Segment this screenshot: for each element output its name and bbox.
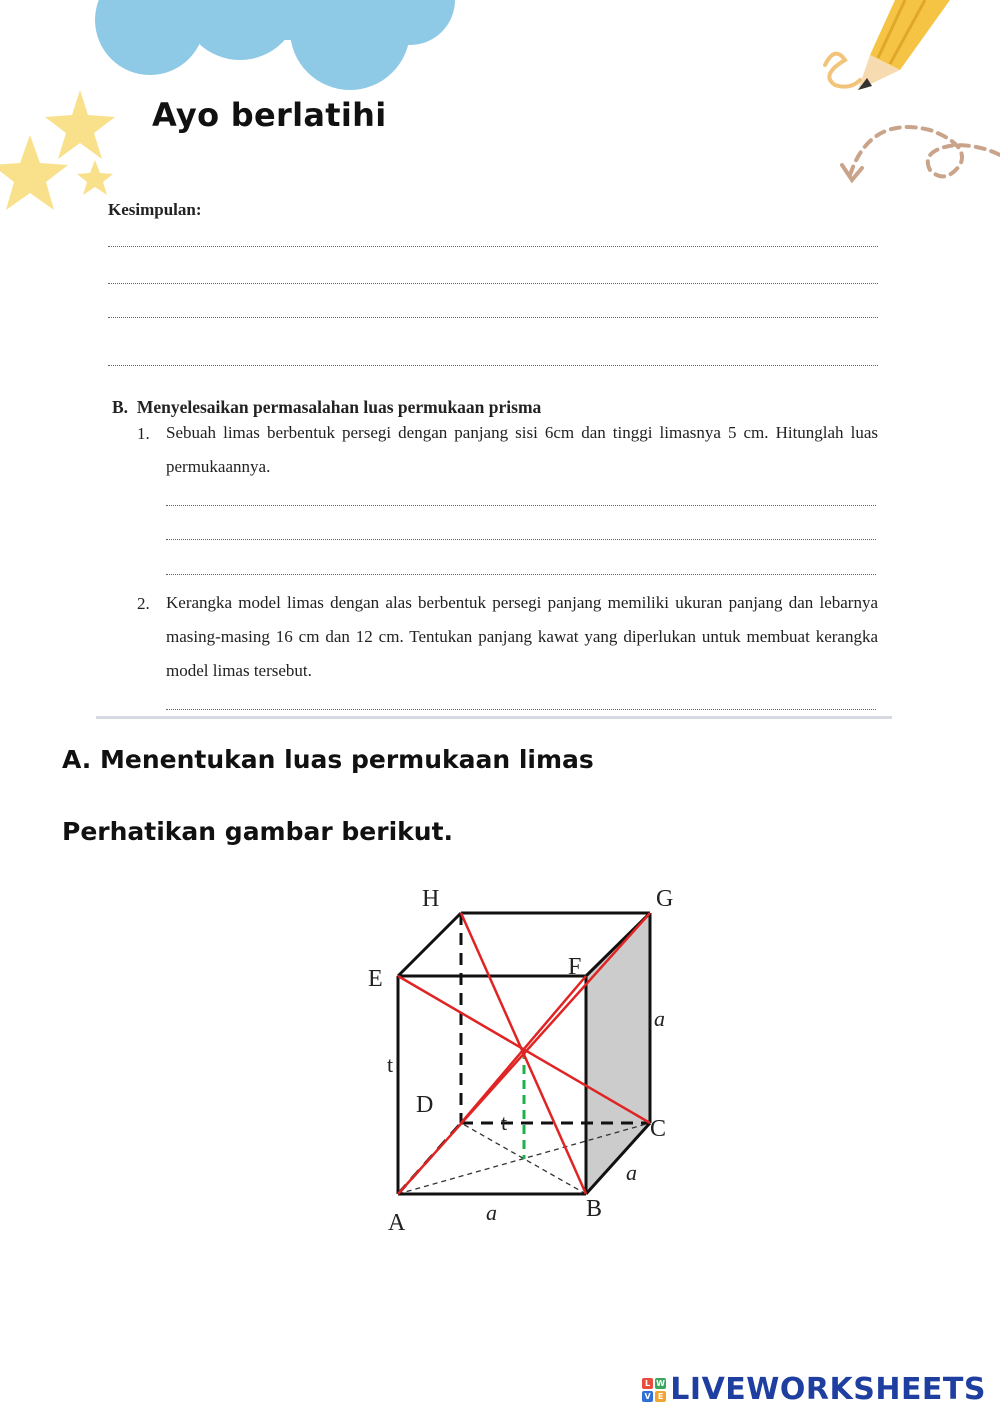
pyramid-height-label-t: t — [501, 1110, 508, 1135]
brand-icon-letter: V — [642, 1391, 653, 1402]
side-label-a-vertical: a — [654, 1006, 665, 1031]
height-label-t: t — [387, 1052, 394, 1077]
side-label-a-base-right: a — [626, 1160, 637, 1185]
edge-eh — [398, 913, 461, 976]
vertex-label-h: H — [422, 886, 440, 912]
item-1-number: 1. — [137, 424, 150, 443]
brand-logo[interactable] — [642, 1372, 986, 1407]
brand-icon-letter: E — [655, 1391, 666, 1402]
kesimpulan-label: Kesimpulan: — [108, 200, 202, 219]
item-2-text: Kerangka model limas dengan alas berbentuk persegi panjang memiliki ukuran panjang dan lebarnya masing-masing 16 cm dan 12 cm. Tentukan panjang kawat yang diperlukan untuk membuat kerangka model limas tersebut. — [166, 593, 878, 680]
pencil-decoration — [800, 0, 1000, 200]
shaded-face-bcgf — [586, 913, 650, 1194]
answer-line[interactable] — [166, 539, 876, 540]
vertex-label-e: E — [368, 966, 383, 992]
vertex-label-f: F — [568, 954, 582, 980]
vertex-label-c: C — [650, 1116, 667, 1142]
side-label-a-bottom: a — [486, 1200, 497, 1225]
brand-icon-letter: L — [642, 1378, 653, 1389]
vertex-label-d: D — [416, 1092, 434, 1118]
answer-line[interactable] — [108, 365, 878, 366]
item-2-number: 2. — [137, 594, 150, 613]
section-b-letter: B. — [112, 397, 129, 417]
item-1-text: Sebuah limas berbentuk persegi dengan panjang sisi 6cm dan tinggi limasnya 5 cm. Hitunglah luas permukaannya. — [166, 423, 878, 476]
section-divider — [96, 716, 892, 719]
vertex-label-g: G — [656, 886, 674, 912]
brand-icon — [642, 1378, 666, 1402]
answer-line[interactable] — [108, 317, 878, 318]
figure-instruction: Perhatikan gambar berikut. — [62, 817, 454, 846]
section-b-heading — [112, 397, 541, 418]
page-title: Ayo berlatihi — [152, 96, 387, 134]
brand-name: LIVEWORKSHEETS — [670, 1372, 986, 1407]
answer-line[interactable] — [108, 246, 878, 247]
brand-icon-letter: W — [656, 1378, 666, 1388]
cube-figure — [360, 880, 700, 1240]
vertex-label-a: A — [388, 1210, 406, 1236]
section-a-heading: A. Menentukan luas permukaan limas — [62, 745, 594, 774]
answer-line[interactable] — [166, 505, 876, 506]
vertex-label-b: B — [586, 1196, 603, 1222]
section-b-title: Menyelesaikan permasalahan luas permukaan prisma — [136, 397, 542, 417]
answer-line[interactable] — [166, 574, 876, 575]
answer-line[interactable] — [166, 709, 876, 710]
answer-line[interactable] — [108, 283, 878, 284]
